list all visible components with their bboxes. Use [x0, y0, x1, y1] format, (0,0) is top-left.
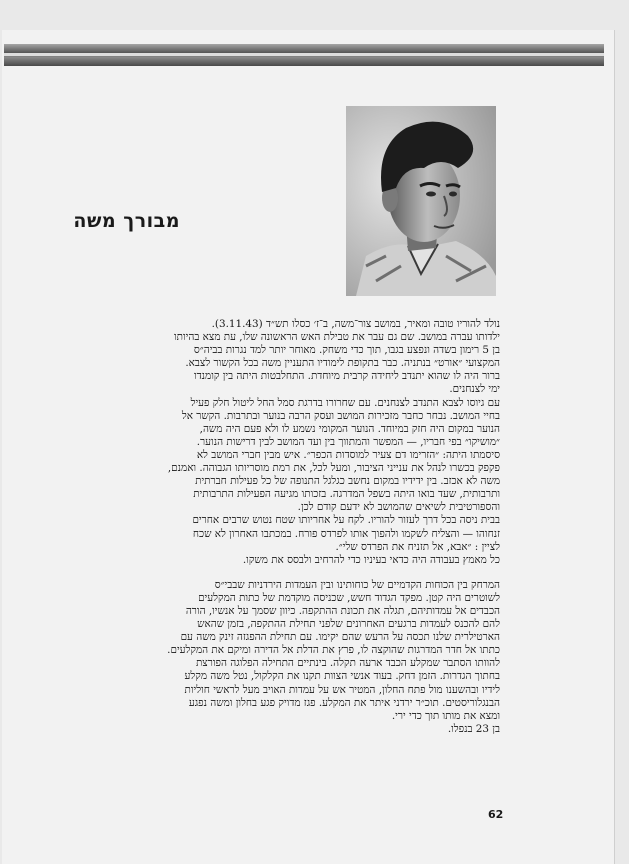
text-line: לידיו ובהשענו מול פתח החלון, המטיר אש על עמדות האויב מעל לראשי חוליות	[184, 683, 500, 696]
text-line: הבנגלוריסטים. תוכ״ר ירדני איתר את המקלע. פגז מדויק פגע בחלון ומשה נפגע	[188, 696, 500, 709]
text-line: משה לא אכזב. בין ידידיו במקום נחשב כגלגל התנופה של כל פעילות חברתית	[195, 475, 500, 488]
text-line: לשוטרים היה קטן. מפקד הגדוד חשש, שכניסה מוקדמת של כתות המקלעים	[198, 591, 500, 604]
text-line: סיסמתו היתה: ״הזרימו דם צעיר למוסדות הכפר״. איש מבין חברי המושב לא	[196, 448, 500, 461]
text-line: בחיי המושב. נבחר כחבר מזכירות המושב ועסק הרבה בנוער ובתרבות. הקשר אל	[181, 409, 500, 422]
text-line: בן 23 בנפלו.	[447, 722, 500, 735]
text-line: ימי לצנחנים.	[449, 383, 500, 396]
text-line: הארטילרית שלנו תכסה על הרעש שהם יקימו. עם תחילת ההפגזה זינק משה עם	[180, 631, 500, 644]
text-line: זנחוהו — והצליח לשקמו ולהפוך אותו לפרדס פורח. במכתבו האחרון לא שכח	[192, 527, 500, 540]
portrait-photo	[346, 106, 496, 296]
text-line: והספורטיבית לשיאים שהמושב לא ידעם קודם לכן.	[297, 501, 500, 514]
text-line: להם להכנס לעמדות ברגעים האחרונים שלפני תחילת ההתקפה, בזמן שהאש	[197, 618, 500, 631]
biography-text	[80, 318, 500, 736]
text-line: ״מושיקו״ בפי חבריו, — המפשר והמתווך בין ועד המושב לבין דרישות הנוער.	[196, 435, 500, 448]
text-line: המרחק בין הכוחות הקדמיים של כוחותינו ובין העמדות הירדניות שבבי״ס	[214, 578, 500, 591]
text-line: הנוער במקום היה חזק במיוחד. הנוער המקומי נשמע לו ולא פעם היה משה,	[199, 422, 500, 435]
header-rule	[4, 44, 604, 66]
text-line: המקצועי ״אורט״ בנתניה. כבר בתקופת לימודיו התעניין משה בכל הקשור לצבא.	[185, 357, 500, 370]
text-line: ותרבותית, שעד בואו היתה בשפל המדרגה. בזכותו מגיעה הפעילות התרבותית	[193, 488, 500, 501]
text-line: עם גיוסו לצבא התנדב לצנחנים. עם שחרורו בדרגת סמל החל ליטול חלק פעיל	[190, 396, 500, 409]
paragraph-birth	[80, 318, 500, 397]
paragraph-age	[80, 723, 500, 736]
text-line: להוותו הסתבר שמקלע הכבד ארעה תקלה. בינתיים התחילה הפלוגה הפורצת	[195, 657, 500, 670]
text-line: נולד להוריו טובה ומאיר, במושב צור־משה, ב־ז׳ כסלו תש״ד (3.11.43).	[211, 318, 500, 330]
paragraph-gap	[80, 567, 500, 579]
text-line: ומצא את מותו תוך כדי ירי.	[391, 709, 500, 722]
text-line: ברור היה לו שהוא יתנדב ליחידה קרבית מיוחדת. התחלבטות היתה בין קומנדו	[194, 370, 500, 383]
text-line: בן 5 רימון בשדה ונפצע בגבו, תוך כדי משחק. מאוחר יותר למד נגרות בביה״ס	[193, 344, 500, 357]
text-line: ילדותו עברה במושב. שם גם עבר את טבילת האש הראשונה שלו, עת מצא בהיותו	[173, 331, 500, 344]
text-line: הכבדים אל עמדותיהם, תגלה את תכונת ההתקפה. כיוון שסמך על אנשיו, הורה	[185, 604, 500, 617]
text-line: בבית ניסה בכל דרך לעזור להוריו. לקח על אחריותו שטח נטוש שרבים אחרים	[192, 514, 500, 527]
text-line: פקפק בכשרו לנהל את ענייני הציבור, ומעל לכל, את רמת מוסריותו הגבוהה. ואמנם,	[167, 462, 500, 475]
paragraph-battle	[80, 579, 500, 723]
text-line: כל מאמץ בעבודה היה כדאי בעיניו כדי להרחיב ולבסס את משקו.	[242, 553, 500, 566]
page-number: 62	[488, 808, 504, 821]
text-line: כתתו אל חדר המדרגות שהוקצה לו, פרץ את הדלת אל הדירה ומיקם את המקלעים.	[167, 644, 500, 657]
text-line: לציין : ״אבא, אל תזניח את הפרדס שלי״.	[335, 540, 500, 553]
text-line: בחתוך הגדרות. הזמן דחק. בעוד אנשי הצוות תקנו את הקלקול, נטל משה מקלע	[184, 670, 500, 683]
person-name: מבורך משה	[73, 210, 180, 232]
portrait-photo-icon	[346, 106, 496, 296]
paragraph-service	[80, 397, 500, 567]
